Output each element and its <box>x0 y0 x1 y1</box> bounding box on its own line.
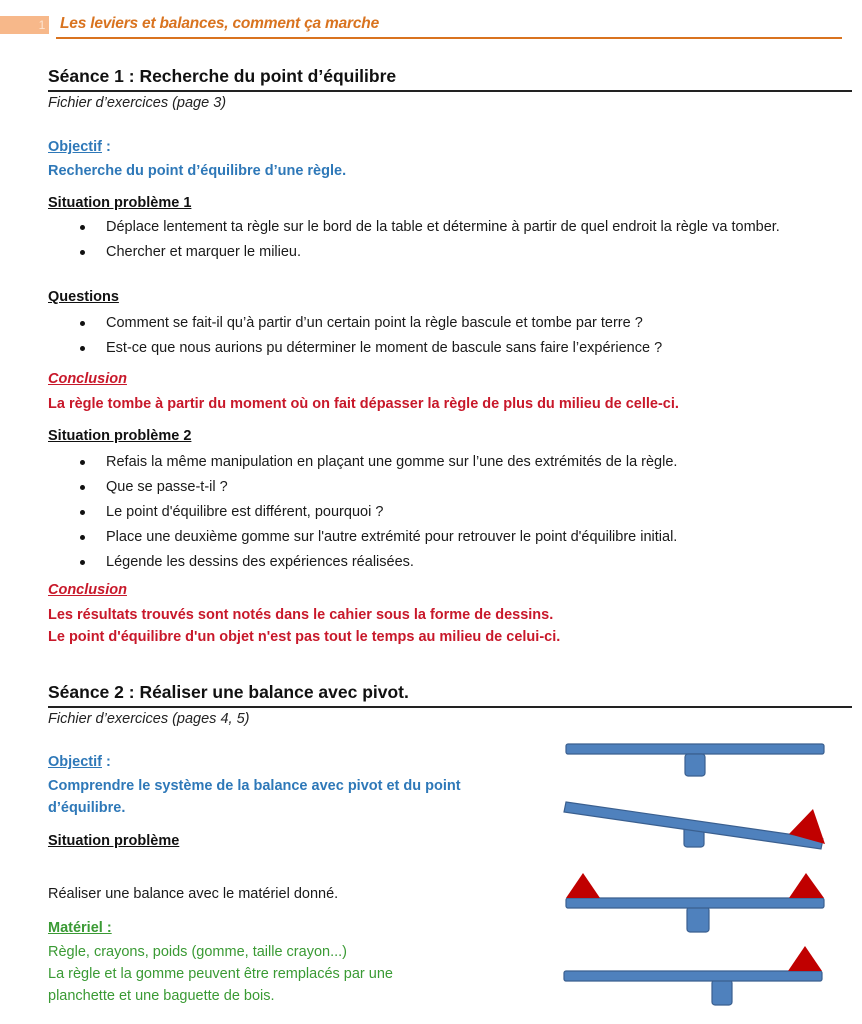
list-item: Légende les dessins des expériences réalisées. <box>78 551 848 573</box>
list-item: Que se passe-t-il ? <box>78 476 848 498</box>
list-item: Place une deuxième gomme sur l'autre extrémité pour retrouver le point d'équilibre initial. <box>78 526 848 548</box>
objectif-label-text: Objectif <box>48 139 102 155</box>
list-item: Refais la même manipulation en plaçant une gomme sur l’une des extrémités de la règle. <box>78 451 848 473</box>
situation2-label: Situation problème 2 <box>48 428 192 444</box>
weight-right <box>788 946 822 971</box>
pivot <box>685 754 705 776</box>
seance1-objectif-label <box>48 139 111 155</box>
list-item: Comment se fait-il qu’à partir d’un certain point la règle bascule et tombe par terre ? <box>78 312 848 334</box>
seance1-rule <box>48 90 852 92</box>
balance-empty <box>566 744 824 776</box>
questions-list <box>78 312 848 362</box>
beam <box>566 744 824 754</box>
seance2-situation-text: Réaliser une balance avec le matériel donné. <box>48 886 339 902</box>
questions-label: Questions <box>48 289 119 305</box>
seance2-rule <box>48 706 852 708</box>
situation1-label: Situation problème 1 <box>48 195 192 211</box>
seance2-objectif-line-2: d’équilibre. <box>48 800 126 816</box>
balance-illustrations <box>560 735 835 1015</box>
materiel-line-3: planchette et une baguette de bois. <box>48 988 275 1004</box>
list-item: Déplace lentement ta règle sur le bord de la table et détermine à partir de quel endroit la règle va tomber. <box>78 216 848 238</box>
conclusion2-label: Conclusion <box>48 582 127 598</box>
seance2-objectif-line-1: Comprendre le système de la balance avec pivot et du point <box>48 778 461 794</box>
objectif-colon: : <box>101 139 111 155</box>
beam <box>566 898 824 908</box>
materiel-line-2: La règle et la gomme peuvent être remplacés par une <box>48 966 393 982</box>
materiel-label: Matériel : <box>48 920 112 936</box>
seance2-title: Séance 2 : Réaliser une balance avec pivot. <box>48 682 409 702</box>
beam <box>564 971 822 981</box>
seance2-situation-label: Situation problème <box>48 833 180 849</box>
balance-one-weight-tilted <box>564 802 825 849</box>
list-item: Est-ce que nous aurions pu déterminer le moment de bascule sans faire l’expérience ? <box>78 337 848 359</box>
situation2-list <box>78 451 848 576</box>
header-rule <box>56 37 842 39</box>
materiel-line-1: Règle, crayons, poids (gomme, taille crayon...) <box>48 944 347 960</box>
pivot <box>687 907 709 932</box>
page-number-badge <box>0 16 49 34</box>
balance-one-weight-shifted-pivot <box>564 946 822 1005</box>
list-item: Chercher et marquer le milieu. <box>78 241 848 263</box>
situation1-list <box>78 216 848 266</box>
seance2-subtitle: Fichier d’exercices (pages 4, 5) <box>48 711 250 727</box>
list-item: Le point d'équilibre est différent, pourquoi ? <box>78 501 848 523</box>
objectif-colon: : <box>101 754 111 770</box>
seance1-objectif-text: Recherche du point d’équilibre d’une règle. <box>48 163 347 179</box>
pivot <box>712 980 732 1005</box>
conclusion1-label: Conclusion <box>48 371 127 387</box>
weight-left <box>566 873 600 898</box>
page-number: 1 <box>38 18 46 32</box>
conclusion2-line-1: Les résultats trouvés sont notés dans le cahier sous la forme de dessins. <box>48 607 554 623</box>
seance1-subtitle: Fichier d’exercices (page 3) <box>48 95 227 111</box>
page-header <box>0 14 842 38</box>
seance1-title: Séance 1 : Recherche du point d’équilibre <box>48 66 397 86</box>
balance-two-weights <box>566 873 824 932</box>
conclusion2-line-2: Le point d'équilibre d'un objet n'est pas tout le temps au milieu de celui-ci. <box>48 629 561 645</box>
weight-right <box>789 873 824 898</box>
conclusion1-text: La règle tombe à partir du moment où on fait dépasser la règle de plus du milieu de celle-ci. <box>48 396 679 412</box>
objectif-label-text: Objectif <box>48 754 102 770</box>
header-title: Les leviers et balances, comment ça marche <box>60 15 379 32</box>
seance2-objectif-label <box>48 754 111 770</box>
